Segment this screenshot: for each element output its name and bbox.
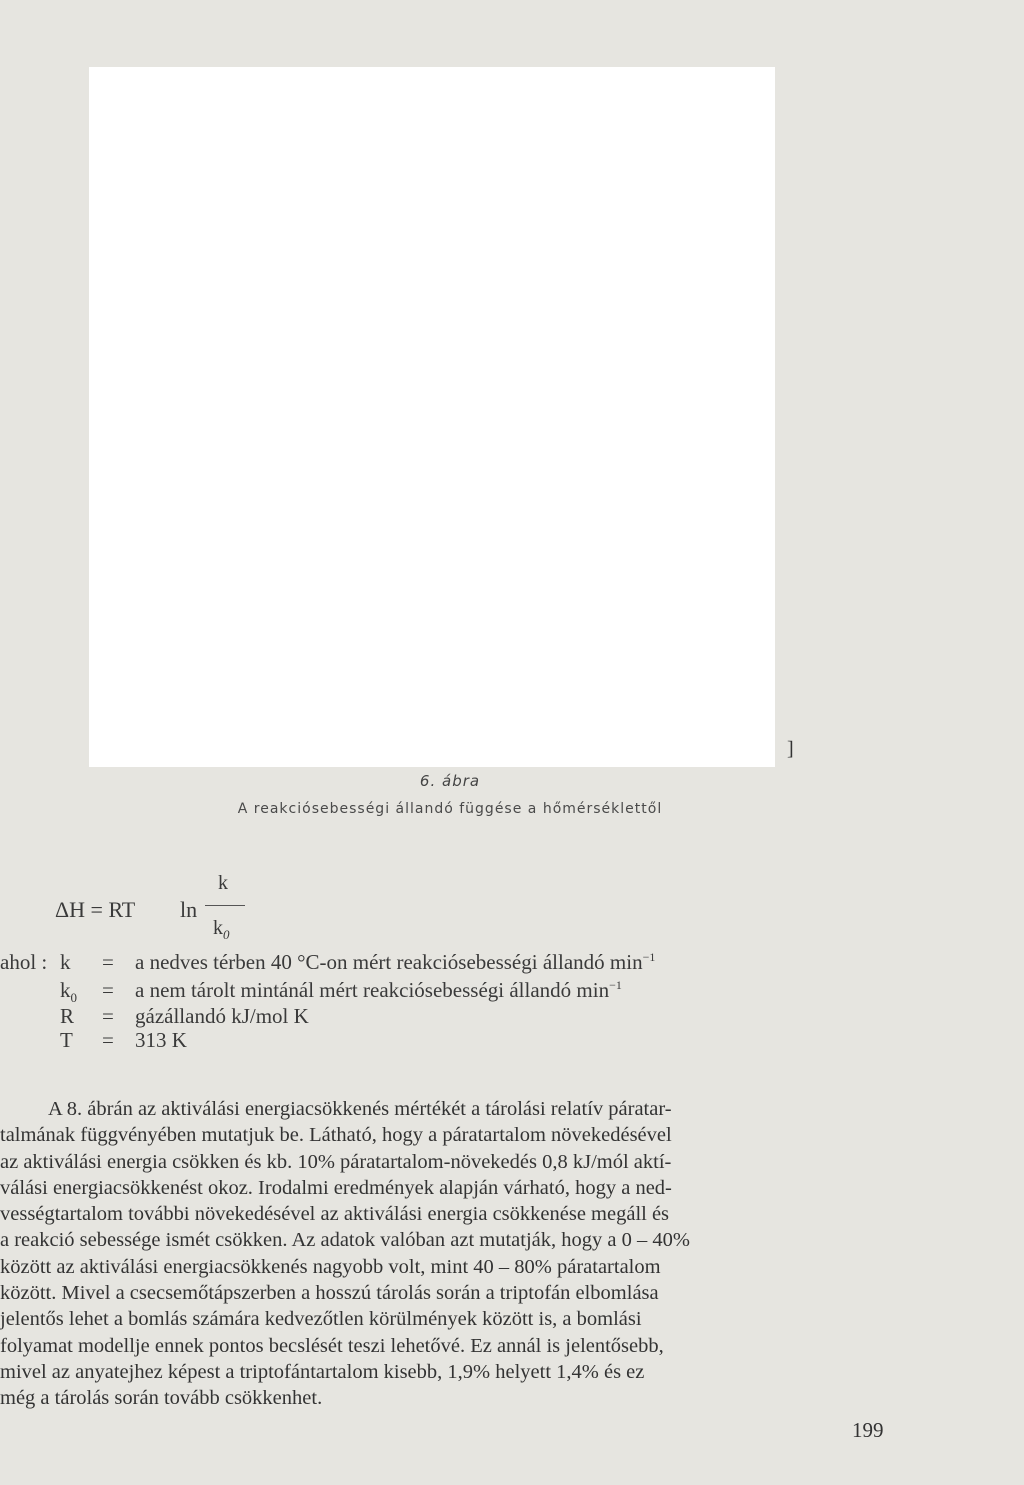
figure-bracket-mark: ] [787,738,794,760]
paragraph-line: között. Mivel a csecsemőtápszerben a hosszú tárolás során a triptofán elbomlása [0,1282,659,1305]
definition-symbol: k [60,950,71,974]
paragraph-line: folyamat modellje ennek pontos becslését teszi lehetővé. Ez annál is jelentősebb, [0,1334,664,1357]
page-number: 199 [852,1418,884,1442]
paragraph-line: jelentős lehet a bomlás számára kedvezőtlen körülmények között is, a bomlási [0,1308,642,1331]
definitions-prefix: ahol : [0,950,48,974]
equation-denominator-subscript: 0 [223,927,230,942]
definition-description: 313 K [135,1028,187,1052]
definition-equals: = [102,950,114,974]
enthalpy-equation [55,872,315,952]
paragraph-line: válási energiacsökkenést okoz. Irodalmi eredmények alapján várható, hogy a ned- [0,1176,672,1199]
paragraph-line: talmának függvényében mutatjuk be. Látható, hogy a páratartalom növekedésével [0,1124,672,1147]
figure-caption-number: 6. ábra [419,772,481,790]
equation-ln: ln [180,897,198,922]
equation-fraction-bar [205,905,245,906]
paragraph-line: vességtartalom további növekedésével az aktiválási energia csökkenése megáll és [0,1203,670,1226]
definition-equals: = [102,1028,114,1052]
paragraph-line: mivel az anyatejhez képest a triptofántartalom kisebb, 1,9% helyett 1,4% és ez [0,1360,645,1383]
figure-image-area [89,67,775,767]
definition-description: gázállandó kJ/mol K [135,1004,309,1028]
definition-symbol: R [60,1004,75,1028]
definition-description: a nedves térben 40 °C-on mért reakciósebességi állandó $\min^{-1}$ [135,950,656,974]
paragraph-line: A 8. ábrán az aktiválási energiacsökkenés mértékét a tárolási relatív páratar- [48,1098,672,1120]
paragraph-line: az aktiválási energia csökken és kb. 10% páratartalom-növekedés 0,8 kJ/mól aktí- [0,1150,672,1173]
equation-denominator: $k_0$ [213,917,230,942]
definition-symbol: T [60,1028,73,1052]
definition-symbol: $k_0$ [60,978,77,1006]
equation-numerator: k [218,872,228,894]
figure-caption-text: A reakciósebességi állandó függése a hőmérséklettől [237,801,663,817]
equation-lhs: ΔH = RT [55,897,136,922]
paragraph-line: még a tárolás során tovább csökkenhet. [0,1387,323,1410]
definition-description: a nem tárolt mintánál mért reakciósebességi állandó $\min^{-1}$ [135,978,622,1002]
definition-equals: = [102,1004,114,1028]
paragraph-line: a reakció sebessége ismét csökken. Az adatok valóban azt mutatják, hogy a 0 – 40% [0,1229,690,1252]
definition-equals: = [102,978,114,1002]
body-paragraph [0,1096,893,1412]
paragraph-line: között az aktiválási energiacsökkenés nagyobb volt, mint 40 – 80% páratartalom [0,1255,661,1278]
